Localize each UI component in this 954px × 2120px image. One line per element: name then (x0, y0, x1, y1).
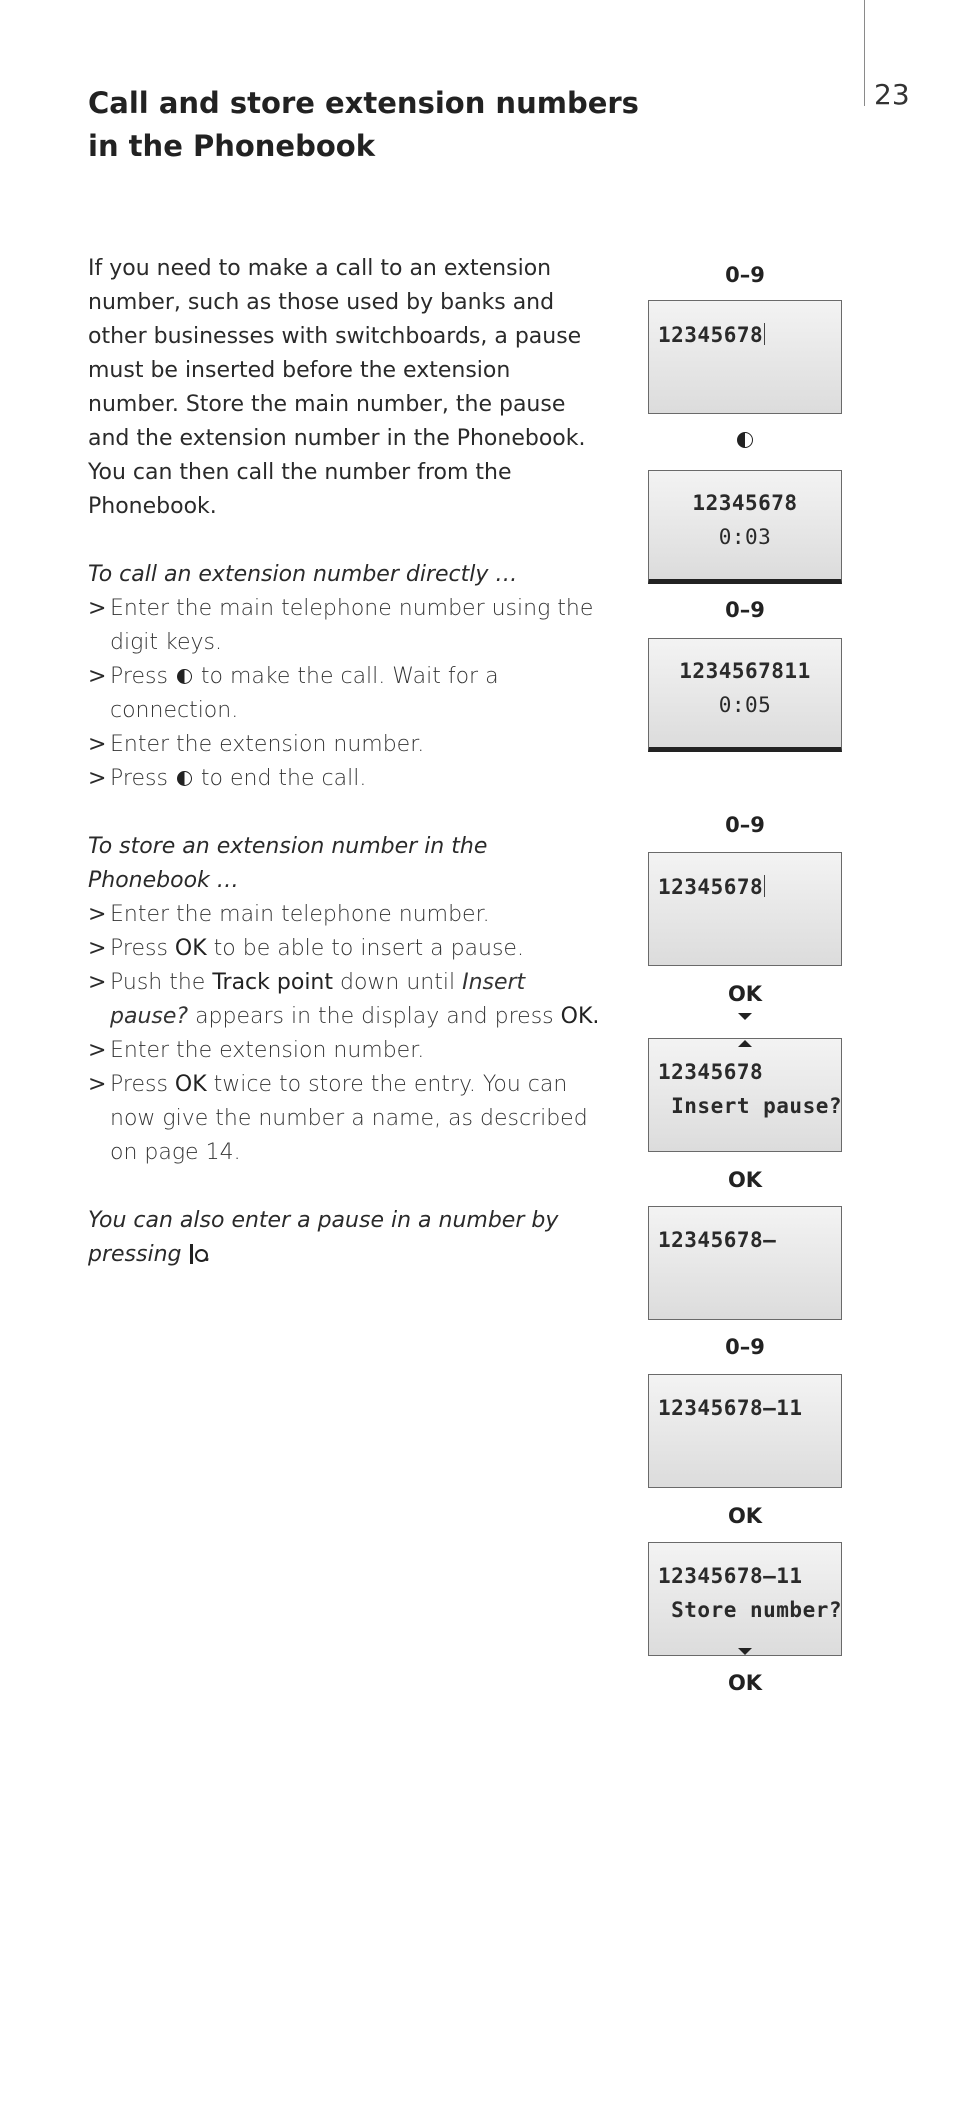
store-step: > Press OK to be able to insert a pause. (88, 936, 524, 961)
key-label: OK (727, 1504, 763, 1528)
talk-key-icon (177, 669, 192, 684)
key-label: OK (727, 1168, 763, 1192)
key-label: OK (727, 982, 763, 1006)
display-screen: 12345678–11 (648, 1374, 842, 1488)
arrow-up-icon (738, 1040, 752, 1047)
pause-note: You can also enter a pause in a number by pressing . (88, 1208, 559, 1267)
talk-key-icon (177, 771, 192, 786)
display-screen: 12345678–11 Store number? (648, 1542, 842, 1656)
call-step: > Enter the extension number. (88, 732, 425, 757)
arrow-down-icon (738, 1013, 752, 1020)
intro-paragraph: If you need to make a call to an extension number, such as those used by banks and other businesses with switchboards, a pause must be inserted before the extension number. Store the main number, the pause and the extension number in the Phonebook. You can then call the number from the Phonebook. (88, 256, 586, 519)
call-step: > Enter the main telephone number using the digit keys. (88, 596, 594, 655)
text-cursor (764, 875, 765, 897)
call-heading: To call an extension number directly … (88, 562, 518, 587)
store-heading: To store an extension number in the Phonebook … (88, 834, 488, 893)
display-screen: 12345678– (648, 1206, 842, 1320)
store-step: > Press OK twice to store the entry. You can now give the number a name, as described on page 14. (88, 1072, 588, 1165)
text-cursor (764, 323, 765, 345)
page-title: Call and store extension numbers in the Phonebook (88, 86, 639, 163)
talk-key-icon (737, 432, 753, 448)
key-label: 0–9 (725, 813, 765, 837)
key-label: OK (727, 1671, 763, 1695)
display-screen: 1234567811 0:05 (648, 638, 842, 752)
page-number: 23 (874, 78, 910, 111)
key-label: 0–9 (725, 598, 765, 622)
store-step: > Enter the main telephone number. (88, 902, 490, 927)
key-label: 0–9 (725, 263, 765, 287)
display-screen: 12345678 (648, 852, 842, 966)
body-text (88, 252, 608, 1272)
display-screen: 12345678 (648, 300, 842, 414)
store-step: > Push the Track point down until Insert pause? appears in the display and press OK. (88, 970, 600, 1029)
display-screen: 12345678 0:03 (648, 470, 842, 584)
pause-key-icon (189, 1244, 205, 1264)
display-screen: 12345678 Insert pause? (648, 1038, 842, 1152)
key-label (648, 428, 842, 452)
page-rule (864, 0, 865, 106)
store-step: > Enter the extension number. (88, 1038, 425, 1063)
key-label: 0–9 (725, 1335, 765, 1359)
call-step: > Press to end the call. (88, 766, 367, 791)
arrow-down-icon (738, 1648, 752, 1655)
call-step: > Press to make the call. Wait for a connection. (88, 664, 499, 723)
